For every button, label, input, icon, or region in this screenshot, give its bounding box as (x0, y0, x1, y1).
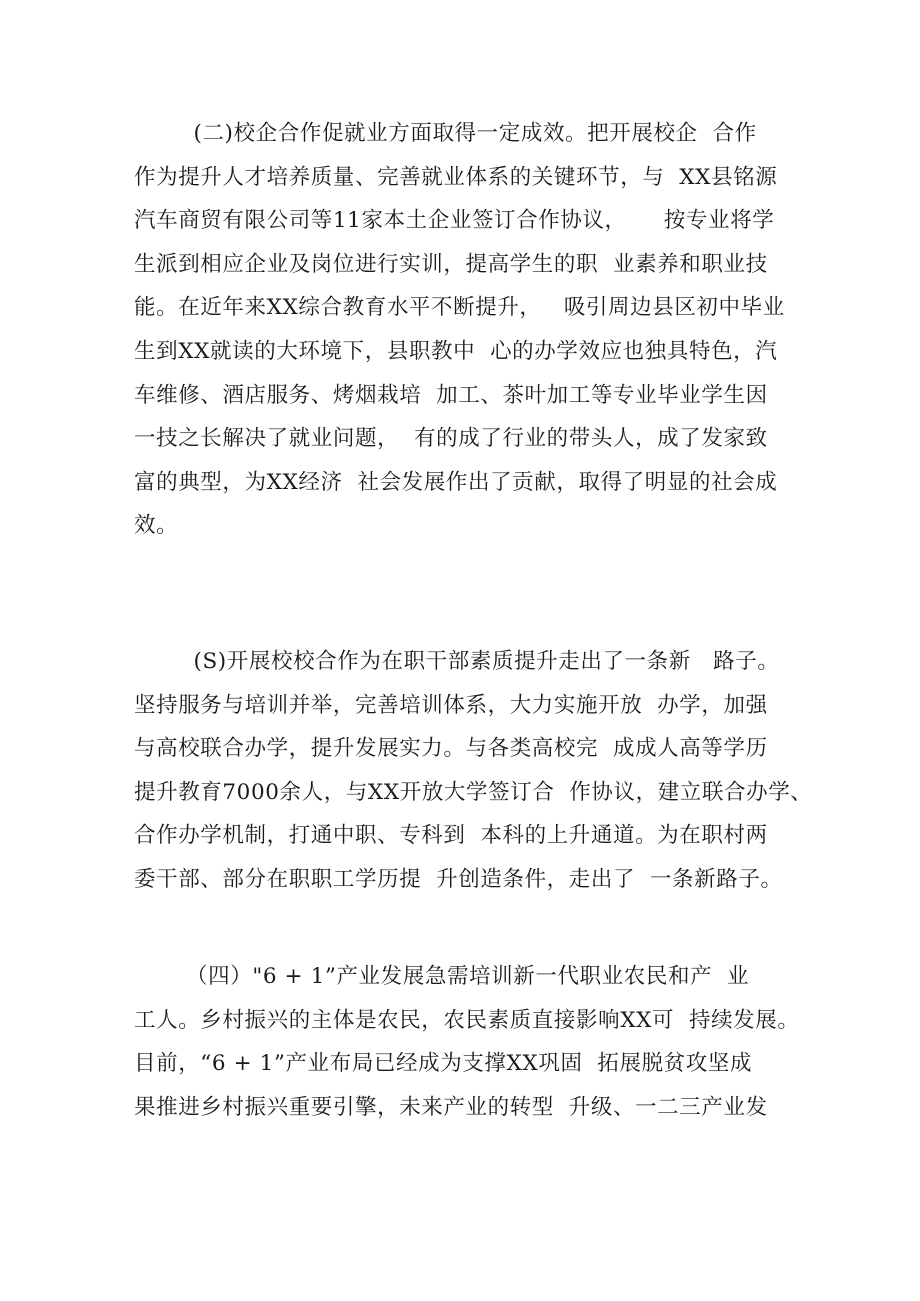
text-line: 目前，“6 + 1”产业布局已经成为支撑XX巩固 拓展脱贫攻坚成 (134, 1051, 753, 1077)
text-line: （四）"6 + 1”产业发展急需培训新一代职业农民和产 业 (134, 964, 750, 989)
text-line: 效。 (134, 513, 179, 539)
text-line: 与高校联合办学，提升发展实力。与各类高校完 成成人高等学历 (134, 736, 768, 762)
text-line: 果推进乡村振兴重要引擎，未来产业的转型 升级、一二三产业发 (134, 1094, 768, 1120)
text-line: 坚持服务与培训并举，完善培训体系，大力实施开放 办学，加强 (134, 692, 768, 718)
text-line: 车维修、酒店服务、烤烟栽培 加工、茶叶加工等专业毕业学生因 (134, 382, 768, 408)
text-line: (S)开展校校合作为在职干部素质提升走出了一条新 路子。 (134, 649, 780, 674)
text-line: (二)校企合作促就业方面取得一定成效。把开展校企 合作 (134, 121, 757, 146)
text-line: 富的典型，为XX经济 社会发展作出了贡献，取得了明显的社会成 (134, 469, 778, 495)
text-line: 合作办学机制，打通中职、专科到 本科的上升通道。为在职村两 (134, 823, 768, 849)
text-line: 能。在近年来XX综合教育水平不断提升， 吸引周边县区初中毕业 (134, 295, 785, 321)
text-line: 生派到相应企业及岗位进行实训，提高学生的职 业素养和职业技 (134, 251, 768, 277)
text-line: 提升教育7000余人，与XX开放大学签订合 作协议，建立联合办学、 (134, 779, 813, 805)
paragraph-industry-training (134, 955, 800, 1129)
text-line: 作为提升人才培养质量、完善就业体系的关键环节，与 XX县铭源 (134, 164, 778, 190)
text-line: 工人。乡村振兴的主体是农民，农民素质直接影响XX可 持续发展。 (134, 1007, 800, 1033)
paragraph-school-school (134, 640, 813, 902)
text-line: 汽车商贸有限公司等11家本土企业签订合作协议， 按专业将学 (134, 208, 775, 234)
text-line: 委干部、部分在职职工学历提 升创造条件，走出了 一条新路子。 (134, 866, 783, 892)
text-line: 一技之长解决了就业问题， 有的成了行业的带头人，成了发家致 (134, 426, 768, 452)
text-line: 生到XX就读的大环境下，县职教中 心的办学效应也独具特色，汽 (134, 338, 778, 364)
paragraph-school-enterprise (134, 112, 794, 548)
